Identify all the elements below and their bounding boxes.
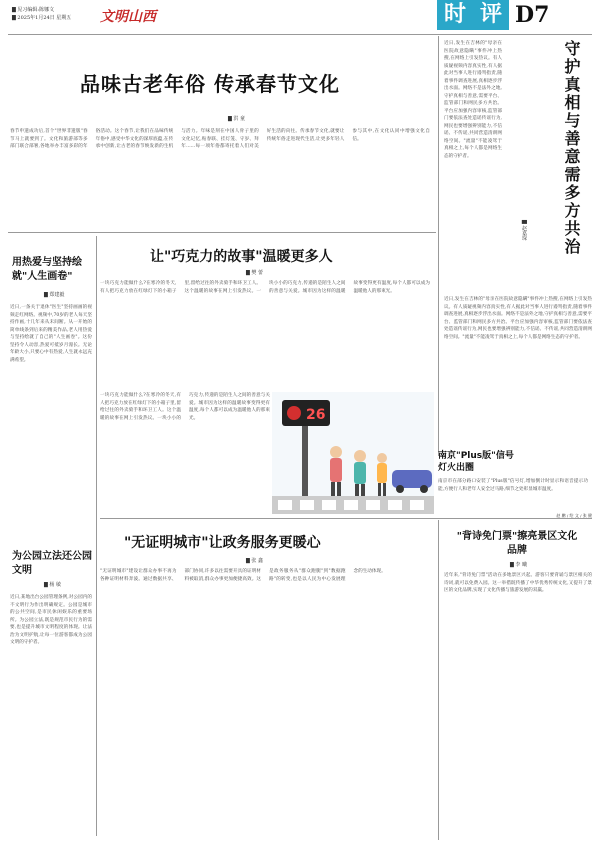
page-number: D7 bbox=[515, 2, 550, 28]
left-col-divider bbox=[96, 236, 97, 836]
bottom-right-divider bbox=[438, 520, 439, 840]
lead-title: 品味古老年俗 传承春节文化 bbox=[80, 72, 340, 96]
countdown-number: 26 bbox=[306, 407, 326, 423]
car-wheel-rear bbox=[420, 485, 428, 493]
right-col-body-b: 近日,发生在吉林的"母亲在医院故意隐瞒"事件冲上热搜,在网络上引发热议。有人质疑视频内容真实性,有人据此对当事人进行谩骂指责,随着事件调查进展,真相逐步浮出水面。网络不是法外之地,守护真相与善意,需要平台、监管部门和网民多方共治。平台应加强内容审核,监管部门要依法查处造谣传谣行为,网民也要增强辨别能力,不信谣、不传谣,共同营造清朗网络空间。"流量"不能凌驾于真相之上,每个人都是网络生态的守护者。 bbox=[444, 297, 592, 340]
section-badge-shi: 时 bbox=[437, 0, 473, 30]
mid-article-author: ▇ 樊 蕾 bbox=[246, 270, 264, 276]
right-col-author: ▇ 赵嘉琛 bbox=[521, 220, 527, 241]
right-col-title bbox=[510, 40, 592, 290]
left-article2-author: ▇ 杨 敏 bbox=[44, 582, 62, 588]
right-col-body-a: 近日,发生在吉林的"母亲在医院故意隐瞒"事件冲上热搜,在网络上引发热议。有人质疑视频内容真实性,有人据此对当事人进行谩骂指责,随着事件调查进展,真相逐步浮出水面。网络不是法外之地,守护真相与善意,需要平台、监管部门和网民多方共治。平台应加强内容审核,监管部门要依法查处造谣传谣行为,网民也要增强辨别能力,不信谣、不传谣,共同营造清朗网络空间。"流量"不能凌驾于真相之上,每个人都是网络生态的守护者。 bbox=[444, 41, 502, 159]
illustration-body: 南京市在部分路口安装了"Plus版"信号灯,增加倒计时显示和语音提示功能,方便行人和老年人安全过马路,细节之处彰显城市温度。 bbox=[438, 479, 588, 492]
traffic-light-illustration bbox=[272, 392, 434, 514]
signal-red-light bbox=[287, 406, 301, 420]
left-article2-body: 近日,某地出台公园管理条例,对公园内的不文明行为作出明确规定。公园是城市的公共空间,是市民休闲娱乐的重要场所。为公园立法,既是规范市民行为的需要,也是提升城市文明程度的体现。让法治为文明护航,让每一位游客都成为公园文明的守护者。 bbox=[10, 595, 92, 645]
right-col-title-text: 守护真相与善意需多方共治 bbox=[562, 40, 581, 256]
date-line: ▇ 2025年1月24日 星期五 bbox=[12, 15, 72, 21]
bottom-center-author: ▇ 张 鑫 bbox=[246, 558, 264, 564]
illustration-graphic bbox=[272, 392, 434, 514]
mid-article-title: 让"巧克力的故事"温暖更多人 bbox=[150, 249, 333, 265]
left-article1-author: ▇ 郑建毅 bbox=[44, 292, 65, 298]
lead-body: 春节申遗成功后,首个"世界非遗版"春节马上就要到了。文化和旅游部等多部门联合部署,各地举办丰富多彩的年俗活动。这个春节,让我们在品味传统年俗中,感受中华文化的深厚底蕴,在传承中创新,让古老的春节焕发新的生机与活力。年味是刻在中国人骨子里的文化记忆,贴春联、挂灯笼、守岁、拜年……每一项年俗都寄托着人们对美好生活的向往。传承春节文化,就要让传统年俗走进现代生活,让更多年轻人参与其中,在文化认同中增强文化自信。 bbox=[10, 129, 430, 149]
mid-article-body-lower: 一块巧克力能做什么?在寒冷的冬天,有人把巧克力放在红绿灯下的小箱子里,留给过往的外卖骑手和环卫工人。这个温暖的故事在网上引发热议。一块小小的巧克力,传递的是陌生人之间的善意与关爱。城市因为这样的温暖故事变得更有温度,每个人都可以成为温暖他人的那束光。 bbox=[100, 393, 270, 421]
car bbox=[392, 470, 432, 488]
left-article1-body: 近日,一条关于退休"医生"坚持画画的视频走红网络。视频中,70岁的老人每天坚持作画,十几年来从未间断。从一开始的简单线条到后来的精美作品,老人用热爱与坚持绘就了自己的"人生画卷"。这份坚持令人动容,热爱可抵岁月漫长。无论年龄大小,只要心中有热爱,人生就永远充满希望。 bbox=[10, 305, 92, 363]
car-wheel-front bbox=[396, 485, 404, 493]
lead-rule bbox=[8, 232, 436, 233]
mid-article-body: 一块巧克力能做什么?在寒冷的冬天,有人把巧克力放在红绿灯下的小箱子里,留给过往的外卖骑手和环卫工人。这个温暖的故事在网上引发热议。一块小小的巧克力,传递的是陌生人之间的善意与关爱。城市因为这样的温暖故事变得更有温度,每个人都可以成为温暖他人的那束光。 bbox=[100, 281, 430, 294]
header-rule bbox=[8, 34, 592, 35]
mid-bottom-rule bbox=[100, 518, 592, 519]
editor-line: ▇ 见习编辑:陈娜文 bbox=[12, 7, 55, 13]
section-badge-ping: 评 bbox=[473, 0, 509, 30]
bottom-right-author: ▇ 李 曦 bbox=[510, 562, 528, 568]
bottom-center-title: "无证明城市"让政务服务更暖心 bbox=[124, 535, 321, 551]
brand-logo: 文明山西 bbox=[100, 9, 156, 25]
illustration-credit: 赵 鹏 / 绘 文 / 张 健 bbox=[556, 513, 592, 518]
bottom-center-body: "无证明城市"建设让群众办事不再为各种证明材料奔波。通过数据共享、部门协同,许多以往需要开具的证明材料被取消,群众办事更加便捷高效。这是政务服务从"群众跑腿"到"数据跑路"的转变,也是以人民为中心发展理念的生动体现。 bbox=[100, 569, 386, 582]
lead-author: ▇ 洪 童 bbox=[228, 116, 246, 122]
illustration-caption bbox=[438, 450, 592, 518]
illustration-title: 南京"Plus版"信号灯火出圈 bbox=[438, 451, 514, 473]
bottom-right-body: 近年来,"背诗免门票"活动在多地景区兴起。游客只要背诵与景区相关的诗词,就可以免费入园。这一举措既传播了中华优秀传统文化,又提升了景区的文化品牌,实现了文化传播与旅游发展的双赢。 bbox=[444, 573, 592, 593]
left-article1-title: 用热爱与坚持绘就"人生画卷" bbox=[12, 257, 82, 282]
left-article2-title: 为公园立法还公园文明 bbox=[12, 551, 92, 576]
bottom-right-title: "背诗免门票"擦亮景区文化品牌 bbox=[456, 531, 578, 556]
right-col-divider bbox=[438, 36, 439, 456]
